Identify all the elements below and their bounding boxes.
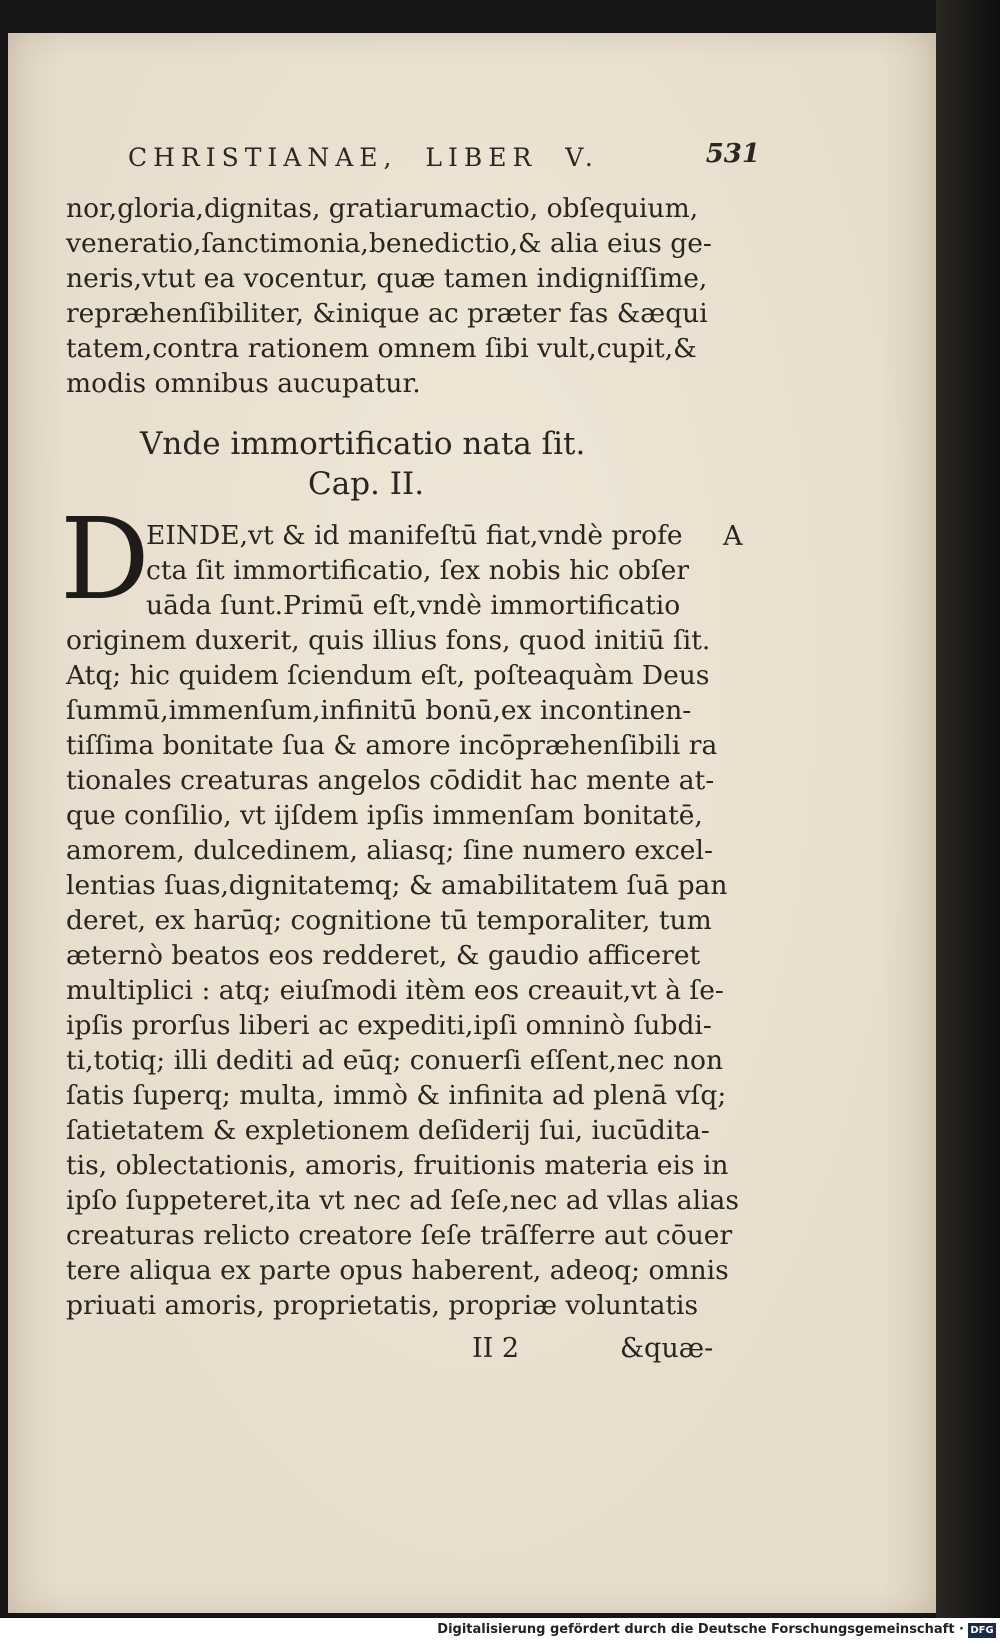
text-line: modis omnibus aucupatur. [66, 368, 421, 399]
text-line: tere aliqua ex parte opus haberent, adeoq; omnis [66, 1255, 729, 1286]
running-head-title: CHRISTIANAE, LIBER V. [128, 143, 599, 172]
text-line: æternò beatos eos redderet, & gaudio afficeret [66, 940, 701, 971]
catchword: &quæ- [620, 1333, 714, 1364]
text-line: cta ſit immortificatio, ſex nobis hic obſer [146, 555, 690, 586]
text-line: tatem,contra rationem omnem ſibi vult,cupit,& [66, 333, 697, 364]
text-line: nor,gloria,dignitas, gratiarumactio, obſequium, [66, 193, 699, 224]
text-line: tiſſima bonitate ſua & amore incōpræhenſibili ra [66, 730, 718, 761]
drop-cap: D [60, 495, 150, 625]
text-line: Atq; hic quidem ſciendum eſt, poſteaquàm Deus [66, 660, 710, 691]
funding-credit: Digitalisierung gefördert durch die Deutsche Forschungsgemeinschaft · [437, 1622, 964, 1637]
text-line: neris,vtut ea vocentur, quæ tamen indigniſſime, [66, 263, 708, 294]
text-line: multiplici : atq; eiuſmodi itèm eos creauit,vt à ſe- [66, 975, 724, 1006]
text-line: ſatietatem & expletionem deſiderij ſui, iucūdita- [66, 1115, 710, 1146]
text-line: creaturas relicto creatore ſeſe trāſferre aut cōuer [66, 1220, 733, 1251]
text-line: uāda ſunt.Primū eſt,vndè immortificatio [146, 590, 681, 621]
chapter-number: Cap. II. [308, 466, 425, 502]
chapter-title: Vnde immortificatio nata ſit. [140, 426, 586, 462]
signature-mark: II 2 [472, 1333, 520, 1364]
text-line: priuati amoris, proprietatis, propriæ voluntatis [66, 1290, 699, 1321]
text-line: ſummū,immenſum,infinitū bonū,ex incontinen- [66, 695, 692, 726]
text-line: deret, ex harūq; cognitione tū temporaliter, tum [66, 905, 712, 936]
text-line: que conſilio, vt ijſdem ipſis immenſam bonitatē, [66, 800, 703, 831]
text-line: originem duxerit, quis illius fons, quod initiū ſit. [66, 625, 711, 656]
text-line: tionales creaturas angelos cōdidit hac mente at- [66, 765, 715, 796]
text-line: ipſo ſuppeteret,ita vt nec ad ſeſe,nec ad vllas alias [66, 1185, 739, 1216]
page-number: 531 [705, 139, 760, 169]
text-line: ipſis prorſus liberi ac expediti,ipſi omninò ſubdi- [66, 1010, 712, 1041]
book-edge [936, 0, 1000, 1644]
margin-letter: A [723, 521, 743, 552]
text-line: ti,totiq; illi dediti ad eūq; conuerſi eſſent,nec non [66, 1045, 724, 1076]
text-line: tis, oblectationis, amoris, fruitionis materia eis in [66, 1150, 729, 1181]
footer-bar [0, 1618, 1000, 1644]
dfg-logo-icon: DFG [968, 1623, 996, 1638]
text-line: EINDE,vt & id manifeſtū fiat,vndè profe [146, 520, 683, 551]
text-line: veneratio,ſanctimonia,benedictio,& alia eius ge- [66, 228, 712, 259]
text-line: repræhenſibiliter, &inique ac præter fas &æqui [66, 298, 708, 329]
text-line: lentias ſuas,dignitatemq; & amabilitatem ſuā pan [66, 870, 728, 901]
running-head [128, 139, 768, 181]
text-line: ſatis ſuperq; multa, immò & infinita ad plenā vſq; [66, 1080, 727, 1111]
text-line: amorem, dulcedinem, aliasq; ſine numero excel- [66, 835, 713, 866]
